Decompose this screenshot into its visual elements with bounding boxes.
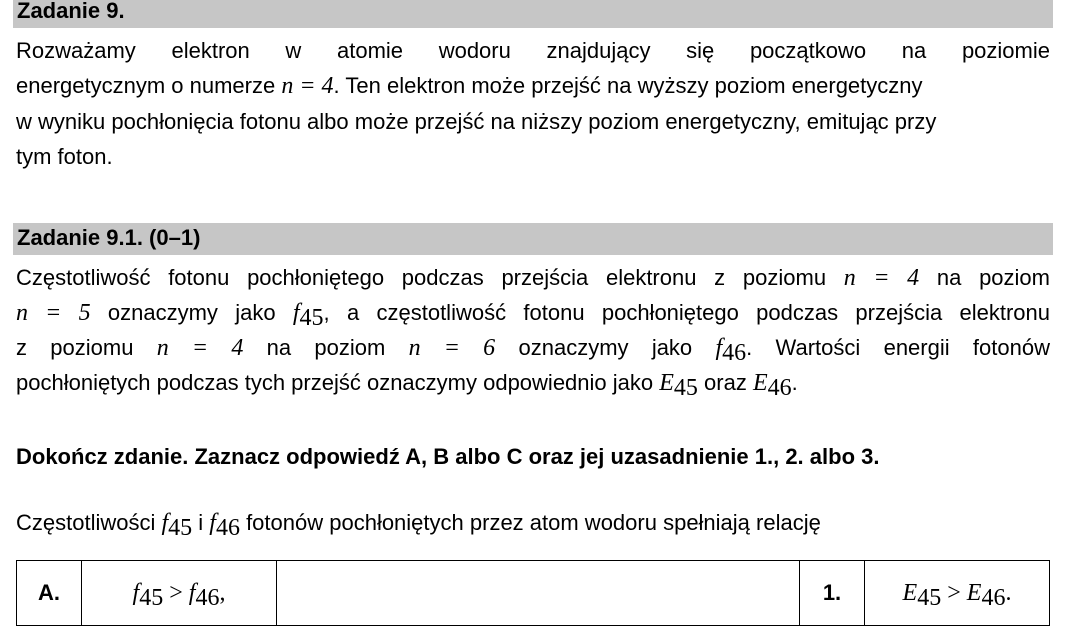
subtask-line-3: z poziomu n = 4 na poziom n = 6 oznaczymy jako $f_{46}$. Wartości energii fotonów bbox=[16, 335, 1050, 366]
intro-line-2: energetycznym o numerze n = 4. Ten elektron może przejść na wyższy poziom energetyczny bbox=[16, 73, 923, 99]
option-a-expression[interactable]: $f_{45} > f_{46}$, bbox=[82, 561, 277, 626]
answer-table bbox=[16, 560, 1050, 626]
task-header-bar bbox=[13, 0, 1053, 28]
answer-row bbox=[17, 561, 1050, 626]
question-stem: Częstotliwości $f_{45}$ i $f_{46}$ fotonów pochłoniętych przez atom wodoru spełniają relację bbox=[16, 510, 821, 541]
task-title: Zadanie 9. bbox=[17, 0, 125, 23]
task-intro bbox=[16, 33, 1050, 174]
intro-line-4: tym foton. bbox=[16, 144, 113, 169]
subtask-body bbox=[16, 260, 1050, 400]
subtask-header-bar bbox=[13, 223, 1053, 255]
option-a-label[interactable]: A. bbox=[17, 561, 82, 626]
subtask-line-1: Częstotliwość fotonu pochłoniętego podczas przejścia elektronu z poziomu n = 4 na poziom bbox=[16, 265, 1050, 291]
intro-line-3: w wyniku pochłonięcia fotonu albo może przejść na niższy poziom energetyczny, emitując przy bbox=[16, 109, 937, 134]
justification-1-label[interactable]: 1. bbox=[800, 561, 865, 626]
intro-line-1: Rozważamy elektron w atomie wodoru znajdujący się początkowo na poziomie bbox=[16, 38, 1050, 63]
connector-cell bbox=[277, 561, 800, 626]
instruction: Dokończ zdanie. Zaznacz odpowiedź A, B albo C oraz jej uzasadnienie 1., 2. albo 3. bbox=[16, 444, 880, 469]
subtask-line-4: pochłoniętych podczas tych przejść oznaczymy odpowiednio jako $E_{45}$ oraz $E_{46}$. bbox=[16, 370, 798, 401]
subtask-title: Zadanie 9.1. (0–1) bbox=[17, 225, 201, 250]
subtask-line-2: n = 5 oznaczymy jako $f_{45}$, a częstotliwość fotonu pochłoniętego podczas przejścia elektronu bbox=[16, 300, 1051, 331]
justification-1-expression[interactable]: $E_{45} > E_{46}$. bbox=[865, 561, 1050, 626]
